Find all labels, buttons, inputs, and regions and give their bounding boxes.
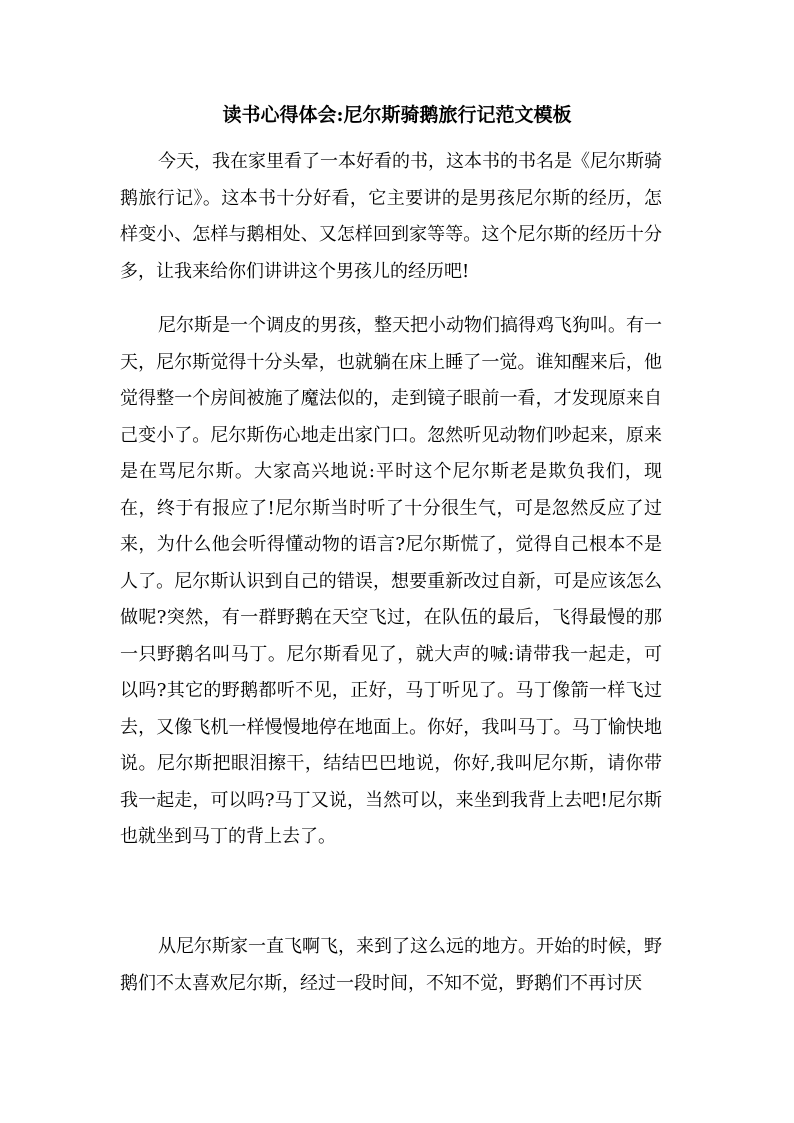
paragraph-3: 从尼尔斯家一直飞啊飞，来到了这么远的地方。开始的时候，野鹅们不太喜欢尼尔斯，经过一段时间，不知不觉，野鹅们不再讨厌 — [120, 936, 662, 994]
paragraph-2: 尼尔斯是一个调皮的男孩，整天把小动物们搞得鸡飞狗叫。有一天，尼尔斯觉得十分头晕，也就躺在床上睡了一觉。谁知醒来后，他觉得整一个房间被施了魔法似的，走到镜子眼前一看，才发现原来自己变小了。尼尔斯伤心地走出家门口。忽然听见动物们吵起来，原来是在骂尼尔斯。大家高兴地说:平时这个尼尔斯老是欺负我们，现在，终于有报应了!尼尔斯当时听了十分很生气，可是忽然反应了过来，为什么他会听得懂动物的语言?尼尔斯慌了，觉得自己根本不是人了。尼尔斯认识到自己的错误，想要重新改过自新，可是应该怎么做呢?突然，有一群野鹅在天空飞过，在队伍的最后，飞得最慢的那一只野鹅名叫马丁。尼尔斯看见了，就大声的喊:请带我一起走，可以吗?其它的野鹅都听不见，正好，马丁听见了。马丁像箭一样飞过去，又像飞机一样慢慢地停在地面上。你好，我叫马丁。马丁愉快地说。尼尔斯把眼泪擦干，结结巴巴地说，你好,我叫尼尔斯，请你带我一起走，可以吗?马丁又说，当然可以，来坐到我背上去吧!尼尔斯也就坐到马丁的背上去了。 — [120, 315, 662, 847]
paragraph-1: 今天，我在家里看了一本好看的书，这本书的书名是《尼尔斯骑鹅旅行记》。这本书十分好看，它主要讲的是男孩尼尔斯的经历，怎样变小、怎样与鹅相处、又怎样回到家等等。这个尼尔斯的经历十分多，让我来给你们讲讲这个男孩儿的经历吧! — [120, 151, 662, 282]
document-title: 读书心得体会:尼尔斯骑鹅旅行记范文模板 — [222, 104, 572, 126]
